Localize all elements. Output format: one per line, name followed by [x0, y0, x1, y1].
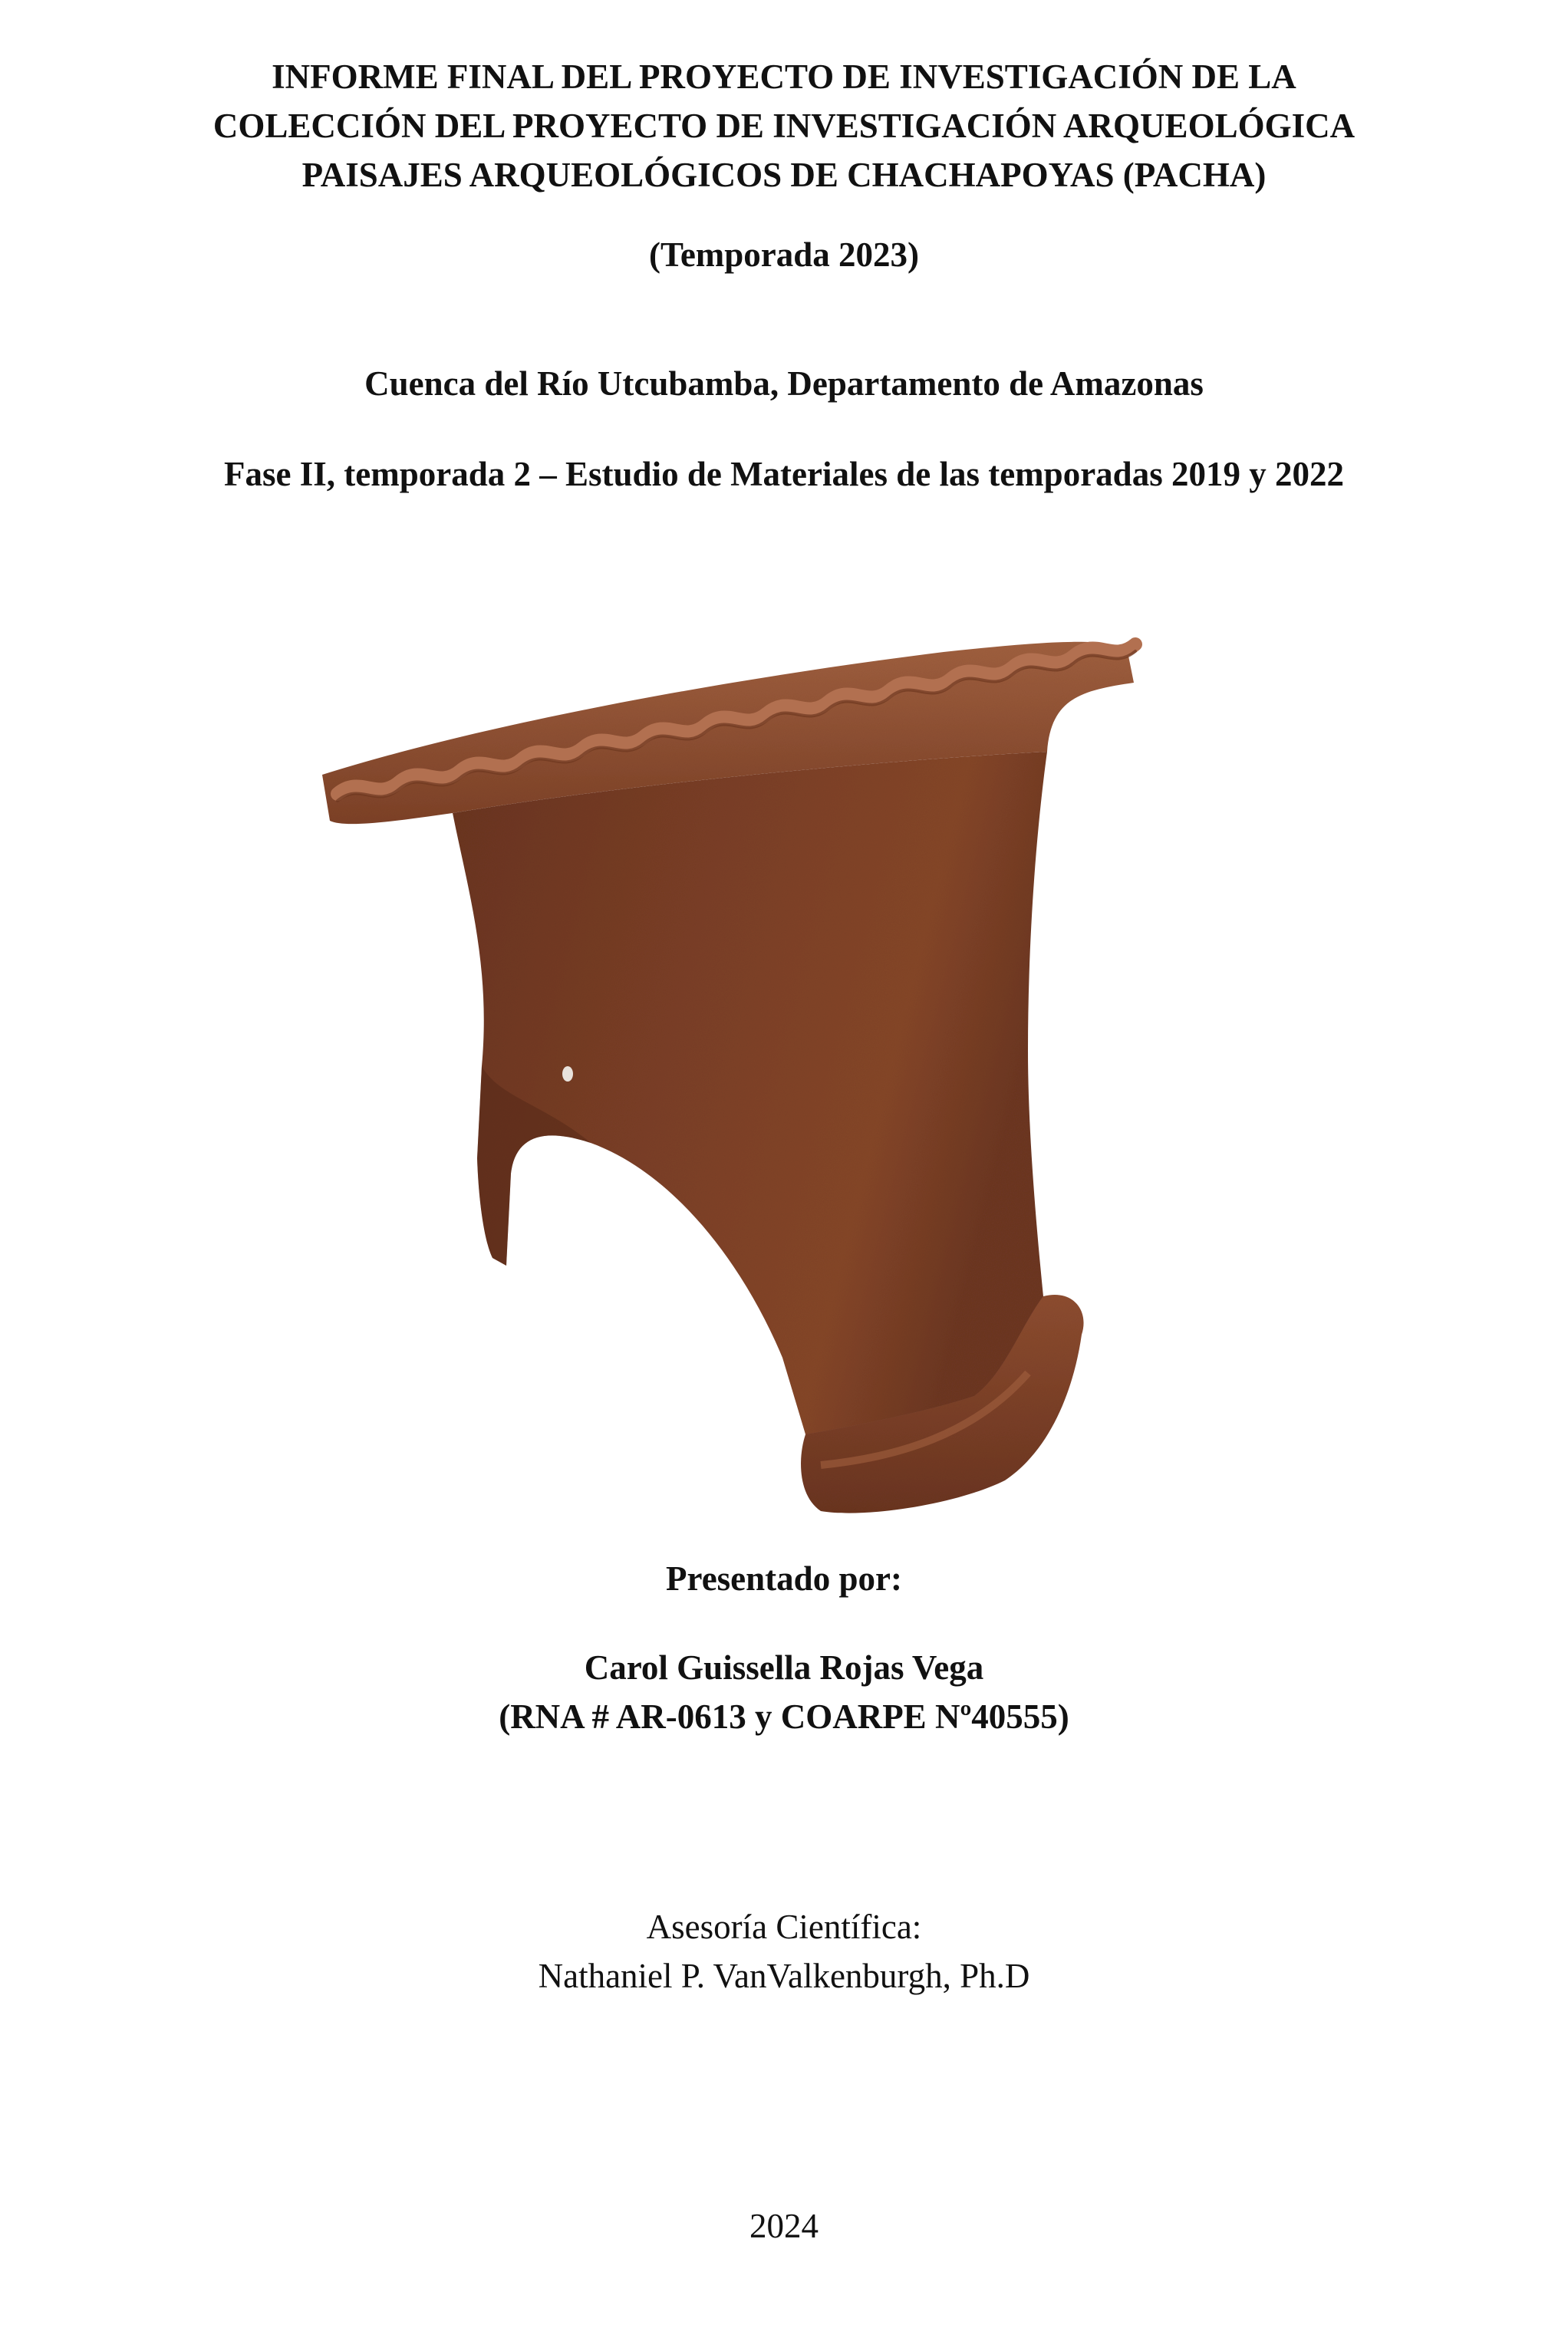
year-label: 2024: [749, 2207, 819, 2245]
author-credentials: (RNA # AR-0613 y COARPE Nº40555): [499, 1697, 1069, 1736]
author-block: [0, 1643, 1568, 1741]
title-line-3: PAISAJES ARQUEOLÓGICOS DE CHACHAPOYAS (PACHA): [301, 156, 1267, 194]
title-line-2: COLECCIÓN DEL PROYECTO DE INVESTIGACIÓN ARQUEOLÓGICA: [212, 107, 1356, 145]
presented-by-label: Presentado por:: [666, 1559, 902, 1598]
white-mark: [562, 1066, 573, 1082]
advisor-label: Asesoría Científica:: [646, 1908, 922, 1946]
basin-label: Cuenca del Río Utcubamba, Departamento de Amazonas: [364, 364, 1204, 403]
ceramic-vessel-fragment-image: [315, 637, 1281, 1526]
title-line-1: INFORME FINAL DEL PROYECTO DE INVESTIGACIÓN DE LA: [272, 58, 1296, 96]
author-name: Carol Guissella Rojas Vega: [584, 1648, 984, 1687]
vessel-body-shape: [453, 752, 1047, 1457]
advisor-name: Nathaniel P. VanValkenburgh, Ph.D: [538, 1957, 1030, 1995]
advisor-block: [0, 1902, 1568, 2000]
report-title: [0, 52, 1568, 199]
season-label: (Temporada 2023): [648, 235, 920, 274]
phase-label: Fase II, temporada 2 – Estudio de Materiales de las temporadas 2019 y 2022: [224, 455, 1344, 493]
